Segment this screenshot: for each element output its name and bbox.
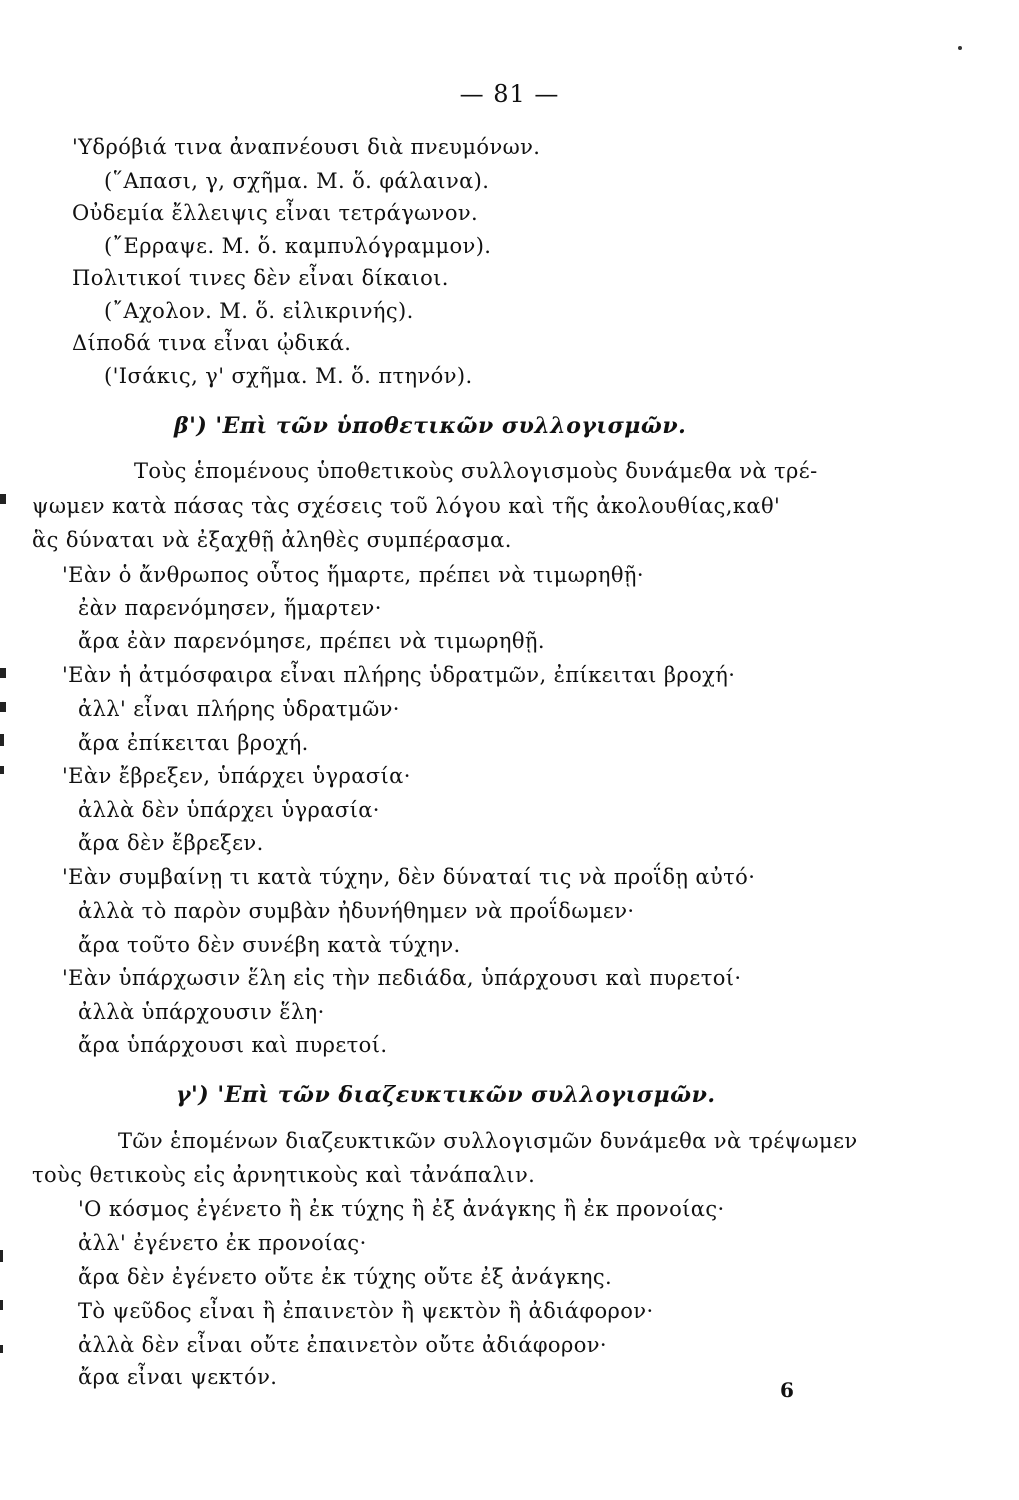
text-line: ('Ισάκις, γ' σχῆμα. Μ. ὅ. πτηνόν).	[104, 364, 473, 388]
text-line: (῞Απασι, γ, σχῆμα. Μ. ὅ. φάλαινα).	[104, 169, 490, 193]
text-line: ἄρα δὲν ἔβρεξεν.	[78, 831, 264, 855]
scan-artifact	[0, 1250, 3, 1262]
scan-artifact	[0, 1345, 3, 1353]
text-line: 'Εὰν ἡ ἀτμόσφαιρα εἶναι πλήρης ὑδρατμῶν, ἐπίκειται βροχή·	[62, 663, 736, 687]
text-line: ἄρα εἶναι ψεκτόν.	[78, 1365, 278, 1389]
text-line: ἀλλὰ ὑπάρχουσιν ἕλη·	[78, 1000, 325, 1024]
text-line: ἀλλὰ δὲν ὑπάρχει ὑγρασία·	[78, 798, 380, 822]
text-line: Πολιτικοί τινες δὲν εἶναι δίκαιοι.	[72, 266, 449, 290]
scan-artifact	[0, 734, 4, 746]
text-line: 'Εὰν ὁ ἄνθρωπος οὗτος ἥμαρτε, πρέπει νὰ τιμωρηθῇ·	[62, 563, 644, 587]
text-line: Δίποδά τινα εἶναι ᾠδικά.	[72, 331, 352, 355]
text-line: Τῶν ἑπομένων διαζευκτικῶν συλλογισμῶν δυνάμεθα νὰ τρέψωμεν	[118, 1129, 858, 1153]
page-number: — 81 —	[459, 80, 560, 108]
text-line: Οὐδεμία ἔλλειψις εἶναι τετράγωνον.	[72, 201, 479, 225]
text-line: ἐὰν παρενόμησεν, ἥμαρτεν·	[78, 596, 382, 620]
scan-dot	[958, 46, 962, 50]
text-line: ἄρα τοῦτο δὲν συνέβη κατὰ τύχην.	[78, 933, 461, 957]
text-line: ἀλλὰ τὸ παρὸν συμβὰν ἠδυνήθημεν νὰ προΐδωμεν·	[78, 899, 635, 923]
scan-artifact	[0, 766, 4, 774]
text-line: Τοὺς ἑπομένους ὑποθετικοὺς συλλογισμοὺς δυνάμεθα νὰ τρέ-	[134, 459, 818, 483]
scan-artifact	[0, 1300, 3, 1310]
text-line: 'Ο κόσμος ἐγένετο ἢ ἐκ τύχης ἢ ἐξ ἀνάγκης ἢ ἐκ προνοίας·	[78, 1197, 725, 1221]
scan-artifact	[0, 494, 6, 504]
text-line: 'Εὰν ὑπάρχωσιν ἕλη εἰς τὴν πεδιάδα, ὑπάρχουσι καὶ πυρετοί·	[62, 966, 742, 990]
text-line: 'Εὰν ἔβρεξεν, ὑπάρχει ὑγρασία·	[62, 764, 411, 788]
text-line: (῎Ερραψε. Μ. ὅ. καμπυλόγραμμον).	[104, 234, 492, 258]
text-line: ἃς δύναται νὰ ἐξαχθῇ ἀληθὲς συμπέρασμα.	[32, 528, 512, 552]
scan-artifact	[0, 702, 6, 712]
scan-artifact	[0, 668, 6, 678]
text-line: 'Εὰν συμβαίνῃ τι κατὰ τύχην, δὲν δύναταί τις νὰ προΐδῃ αὐτό·	[62, 865, 756, 889]
text-line: ἄρα ἐὰν παρενόμησε, πρέπει νὰ τιμωρηθῇ.	[78, 629, 545, 653]
printer-mark: 6	[780, 1378, 794, 1402]
text-line: ἄρα ὑπάρχουσι καὶ πυρετοί.	[78, 1033, 388, 1057]
text-line: ἄρα ἐπίκειται βροχή.	[78, 731, 309, 755]
text-line: Τὸ ψεῦδος εἶναι ἢ ἐπαινετὸν ἢ ψεκτὸν ἢ ἀδιάφορον·	[78, 1299, 654, 1323]
text-line: τοὺς θετικοὺς εἰς ἀρνητικοὺς καὶ τἀνάπαλιν.	[32, 1163, 536, 1187]
text-line: ἀλλὰ δὲν εἶναι οὔτε ἐπαινετὸν οὔτε ἀδιάφορον·	[78, 1333, 607, 1357]
text-line: ἀλλ' ἐγένετο ἐκ προνοίας·	[78, 1231, 367, 1255]
text-line: ἄρα δὲν ἐγένετο οὔτε ἐκ τύχης οὔτε ἐξ ἀνάγκης.	[78, 1265, 613, 1289]
section-heading: γ') 'Επὶ τῶν διαζευκτικῶν συλλογισμῶν.	[176, 1082, 716, 1108]
section-heading: β') 'Επὶ τῶν ὑποθετικῶν συλλογισμῶν.	[174, 413, 687, 439]
text-line: (῎Αχολον. Μ. ὅ. εἰλικρινής).	[104, 299, 414, 323]
text-line: 'Υδρόβιά τινα ἀναπνέουσι διὰ πνευμόνων.	[72, 135, 541, 159]
text-line: ψωμεν κατὰ πάσας τὰς σχέσεις τοῦ λόγου καὶ τῆς ἀκολουθίας,καθ'	[32, 494, 781, 518]
text-line: ἀλλ' εἶναι πλήρης ὑδρατμῶν·	[78, 697, 400, 721]
